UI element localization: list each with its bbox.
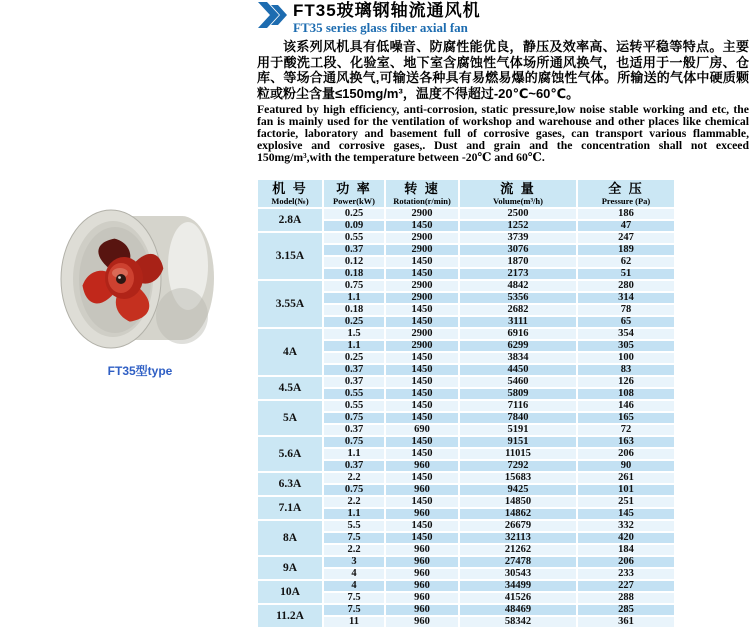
rotation-cell: 960 [386,545,458,555]
pressure-cell: 354 [578,329,674,339]
pressure-cell: 126 [578,377,674,387]
rotation-cell: 2900 [386,341,458,351]
model-cell: 10A [258,581,322,603]
rotation-cell: 2900 [386,209,458,219]
rotation-cell: 1450 [386,305,458,315]
volume-cell: 1252 [460,221,576,231]
rotation-cell: 1450 [386,413,458,423]
rotation-cell: 960 [386,617,458,627]
pressure-cell: 90 [578,461,674,471]
volume-cell: 15683 [460,473,576,483]
power-cell: 0.18 [324,305,384,315]
spec-table [256,178,676,629]
rotation-cell: 1450 [386,389,458,399]
table-header-row [258,180,674,207]
page-subtitle: FT35 series glass fiber axial fan [293,20,468,35]
col-header-volume: 流 量 Volume(m³/h) [460,180,576,207]
rotation-cell: 2900 [386,281,458,291]
rotation-cell: 1450 [386,521,458,531]
rotation-cell: 1450 [386,449,458,459]
rotation-cell: 1450 [386,317,458,327]
volume-cell: 3834 [460,353,576,363]
power-cell: 1.1 [324,449,384,459]
volume-cell: 41526 [460,593,576,603]
table-row [258,233,674,243]
power-cell: 1.1 [324,509,384,519]
power-cell: 0.12 [324,257,384,267]
power-cell: 0.37 [324,365,384,375]
pressure-cell: 361 [578,617,674,627]
power-cell: 1.5 [324,329,384,339]
volume-cell: 3739 [460,233,576,243]
rotation-cell: 690 [386,425,458,435]
volume-cell: 34499 [460,581,576,591]
rotation-cell: 1450 [386,533,458,543]
rotation-cell: 2900 [386,245,458,255]
volume-cell: 5809 [460,389,576,399]
pressure-cell: 62 [578,257,674,267]
power-cell: 0.25 [324,353,384,363]
rotation-cell: 1450 [386,377,458,387]
volume-cell: 58342 [460,617,576,627]
volume-cell: 5460 [460,377,576,387]
rotation-cell: 960 [386,509,458,519]
col-header-power: 功 率 Power(kW) [324,180,384,207]
power-cell: 0.55 [324,401,384,411]
pressure-cell: 78 [578,305,674,315]
model-cell: 6.3A [258,473,322,495]
pressure-cell: 186 [578,209,674,219]
table-row [258,473,674,483]
power-cell: 0.25 [324,317,384,327]
col-header-model: 机 号 Model(№) [258,180,322,207]
table-row [258,329,674,339]
power-cell: 0.55 [324,389,384,399]
volume-cell: 7840 [460,413,576,423]
power-cell: 7.5 [324,593,384,603]
image-caption: FT35型type [107,364,173,378]
pressure-cell: 145 [578,509,674,519]
pressure-cell: 51 [578,269,674,279]
model-cell: 5A [258,401,322,435]
pressure-cell: 146 [578,401,674,411]
table-row [258,581,674,591]
volume-cell: 7116 [460,401,576,411]
volume-cell: 2500 [460,209,576,219]
pressure-cell: 206 [578,449,674,459]
description-chinese: 该系列风机具有低噪音、防腐性能优良，静压及效率高、运转平稳等特点。主要用于酸洗工段、化验室、地下室含腐蚀性气体场所通风换气，也适用于一般厂房、仓库、等场合通风换气,可输送各种具有易燃易爆的腐蚀性气体。所输送的气体中硬质颗粒或粉尘含量≤150mg/m³，温度不得超过-20℃~60℃。 [257,39,749,101]
description-english: Featured by high efficiency, anti-corrosion, static pressure,low noise stable working and etc, the fan is mainly used for the ventilation of workshop and warehouse and other places like chemical factorie, laboratory and basement full of corrosive gases, can transport various flammable, explosive and corrosive gases,. Dust and grain and the concentration shall not exceed 150mg/m³,with the temperature between -20℃ and 60℃. [257,103,749,165]
rotation-cell: 1450 [386,401,458,411]
rotation-cell: 1450 [386,473,458,483]
model-cell: 4.5A [258,377,322,399]
power-cell: 1.1 [324,293,384,303]
power-cell: 7.5 [324,533,384,543]
pressure-cell: 305 [578,341,674,351]
page-header [257,1,481,35]
table-row [258,497,674,507]
power-cell: 0.75 [324,485,384,495]
volume-cell: 27478 [460,557,576,567]
model-cell: 7.1A [258,497,322,519]
volume-cell: 30543 [460,569,576,579]
power-cell: 0.18 [324,269,384,279]
pressure-cell: 280 [578,281,674,291]
pressure-cell: 247 [578,233,674,243]
col-header-rotation: 转 速 Rotation(r/min) [386,180,458,207]
pressure-cell: 101 [578,485,674,495]
table-row [258,401,674,411]
model-cell: 11.2A [258,605,322,627]
pressure-cell: 65 [578,317,674,327]
pressure-cell: 165 [578,413,674,423]
table-row [258,209,674,219]
table-row [258,437,674,447]
table-row [258,605,674,615]
model-cell: 4A [258,329,322,375]
pressure-cell: 314 [578,293,674,303]
rotation-cell: 1450 [386,437,458,447]
volume-cell: 9425 [460,485,576,495]
pressure-cell: 100 [578,353,674,363]
power-cell: 2.2 [324,473,384,483]
fan-product-image [58,206,230,358]
rotation-cell: 960 [386,485,458,495]
volume-cell: 48469 [460,605,576,615]
table-row [258,557,674,567]
volume-cell: 3111 [460,317,576,327]
volume-cell: 14850 [460,497,576,507]
page-title: FT35玻璃钢轴流通风机 [293,1,481,20]
pressure-cell: 83 [578,365,674,375]
table-row [258,281,674,291]
title-block [293,1,481,35]
power-cell: 3 [324,557,384,567]
rotation-cell: 1450 [386,257,458,267]
pressure-cell: 332 [578,521,674,531]
rotation-cell: 960 [386,557,458,567]
pressure-cell: 227 [578,581,674,591]
rotation-cell: 1450 [386,497,458,507]
rotation-cell: 960 [386,593,458,603]
power-cell: 5.5 [324,521,384,531]
power-cell: 2.2 [324,545,384,555]
pressure-cell: 261 [578,473,674,483]
power-cell: 0.75 [324,437,384,447]
volume-cell: 4842 [460,281,576,291]
power-cell: 11 [324,617,384,627]
model-cell: 5.6A [258,437,322,471]
power-cell: 0.25 [324,209,384,219]
power-cell: 0.37 [324,425,384,435]
power-cell: 0.09 [324,221,384,231]
volume-cell: 5191 [460,425,576,435]
power-cell: 0.55 [324,233,384,243]
power-cell: 4 [324,569,384,579]
pressure-cell: 189 [578,245,674,255]
power-cell: 2.2 [324,497,384,507]
model-cell: 3.55A [258,281,322,327]
volume-cell: 5356 [460,293,576,303]
rotation-cell: 1450 [386,269,458,279]
pressure-cell: 47 [578,221,674,231]
pressure-cell: 163 [578,437,674,447]
model-cell: 2.8A [258,209,322,231]
volume-cell: 26679 [460,521,576,531]
rotation-cell: 1450 [386,365,458,375]
rotation-cell: 960 [386,461,458,471]
volume-cell: 7292 [460,461,576,471]
model-cell: 3.15A [258,233,322,279]
rotation-cell: 2900 [386,233,458,243]
power-cell: 0.37 [324,461,384,471]
rotation-cell: 2900 [386,329,458,339]
pressure-cell: 233 [578,569,674,579]
volume-cell: 21262 [460,545,576,555]
rotation-cell: 1450 [386,221,458,231]
volume-cell: 2173 [460,269,576,279]
volume-cell: 4450 [460,365,576,375]
power-cell: 0.37 [324,377,384,387]
power-cell: 1.1 [324,341,384,351]
pressure-cell: 184 [578,545,674,555]
power-cell: 0.37 [324,245,384,255]
volume-cell: 1870 [460,257,576,267]
power-cell: 0.75 [324,413,384,423]
model-cell: 8A [258,521,322,555]
col-header-pressure: 全 压 Pressure (Pa) [578,180,674,207]
pressure-cell: 72 [578,425,674,435]
pressure-cell: 285 [578,605,674,615]
double-chevron-icon [257,1,289,29]
power-cell: 4 [324,581,384,591]
pressure-cell: 420 [578,533,674,543]
rotation-cell: 1450 [386,353,458,363]
rotation-cell: 2900 [386,293,458,303]
power-cell: 0.75 [324,281,384,291]
table-row [258,521,674,531]
rotation-cell: 960 [386,605,458,615]
rotation-cell: 960 [386,581,458,591]
rotation-cell: 960 [386,569,458,579]
pressure-cell: 108 [578,389,674,399]
volume-cell: 6299 [460,341,576,351]
volume-cell: 6916 [460,329,576,339]
pressure-cell: 251 [578,497,674,507]
table-row [258,377,674,387]
volume-cell: 14862 [460,509,576,519]
volume-cell: 9151 [460,437,576,447]
pressure-cell: 288 [578,593,674,603]
volume-cell: 32113 [460,533,576,543]
volume-cell: 11015 [460,449,576,459]
volume-cell: 2682 [460,305,576,315]
power-cell: 7.5 [324,605,384,615]
volume-cell: 3076 [460,245,576,255]
pressure-cell: 206 [578,557,674,567]
model-cell: 9A [258,557,322,579]
